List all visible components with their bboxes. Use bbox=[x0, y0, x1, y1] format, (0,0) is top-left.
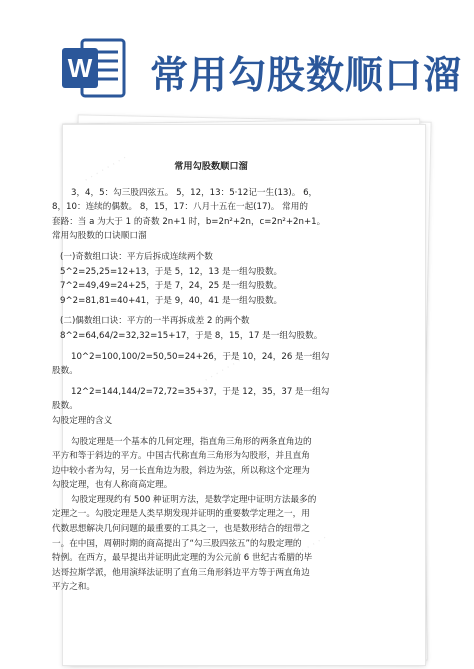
text-line: (一)奇数组口诀：平方后拆成连续两个数 bbox=[60, 251, 213, 262]
word-icon bbox=[60, 36, 128, 100]
text-line: 8，10：连续的偶数。 8，15，17：八月十五在一起(17)。 常用的 bbox=[52, 202, 308, 213]
text-line: 常用勾股数的口诀顺口溜 bbox=[52, 231, 147, 242]
text-line: 勾股定理，也有人称商高定理。 bbox=[52, 480, 173, 491]
text-line: 7^2=49,49=24+25，于是 7，24，25 是一组勾股数。 bbox=[60, 281, 283, 292]
text-line: 勾股定理现约有 500 种证明方法，是数学定理中证明方法最多的 bbox=[71, 494, 317, 505]
text-line: 定理之一。勾股定理是人类早期发现并证明的重要数学定理之一，用 bbox=[52, 509, 310, 520]
text-line: (二)偶数组口诀：平方的一半再拆成差 2 的两个数 bbox=[60, 316, 250, 327]
text-line: 勾股定理是一个基本的几何定理，指直角三角形的两条直角边的 bbox=[71, 436, 312, 447]
text-line: 特例。在西方，最早提出并证明此定理的为公元前 6 世纪古希腊的毕 bbox=[52, 553, 313, 564]
text-line: 平方之和。 bbox=[52, 582, 95, 593]
text-line: 3，4，5：勾三股四弦五。 5，12，13：5·12记一生(13)。 6， bbox=[71, 187, 318, 198]
text-line: 5^2=25,25=12+13，于是 5，12，13 是一组勾股数。 bbox=[60, 266, 283, 277]
text-line: 代数思想解决几何问题的最重要的工具之一，也是数形结合的纽带之 bbox=[52, 524, 310, 535]
text-line: 股数。 bbox=[52, 366, 78, 377]
document-body bbox=[52, 160, 370, 595]
word-icon-letter: W bbox=[67, 53, 93, 83]
text-line: 平方和等于斜边的平方。中国古代称直角三角形为勾股形，并且直角 bbox=[52, 451, 310, 462]
banner bbox=[0, 0, 474, 110]
text-line: 8^2=64,64/2=32,32=15+17，于是 8，15，17 是一组勾股数。 bbox=[60, 330, 323, 341]
text-line: 一。在中国，周朝时期的商高提出了“勾三股四弦五”的勾股定理的 bbox=[52, 538, 302, 549]
banner-title: 常用勾股数顺口溜 bbox=[150, 53, 463, 97]
text-line: 套路：当 a 为大于 1 的奇数 2n+1 时，b=2n²+2n，c=2n²+2n+1。 bbox=[52, 216, 326, 227]
text-line: 达哥拉斯学派，他用演绎法证明了直角三角形斜边平方等于两直角边 bbox=[52, 567, 310, 578]
text-line: 12^2=144,144/2=72,72=35+37，于是 12，35，37 是一组勾 bbox=[71, 386, 330, 397]
text-line: 股数。 bbox=[52, 401, 78, 412]
text-line: 10^2=100,100/2=50,50=24+26，于是 10，24，26 是一组勾 bbox=[71, 351, 330, 362]
document-title: 常用勾股数顺口溜 bbox=[174, 161, 248, 172]
text-line: 9^2=81,81=40+41，于是 9，40，41 是一组勾股数。 bbox=[60, 295, 283, 306]
section-heading: 勾股定理的含义 bbox=[52, 415, 113, 426]
text-line: 边中较小者为勾，另一长直角边为股，斜边为弦，所以称这个定理为 bbox=[52, 465, 310, 476]
